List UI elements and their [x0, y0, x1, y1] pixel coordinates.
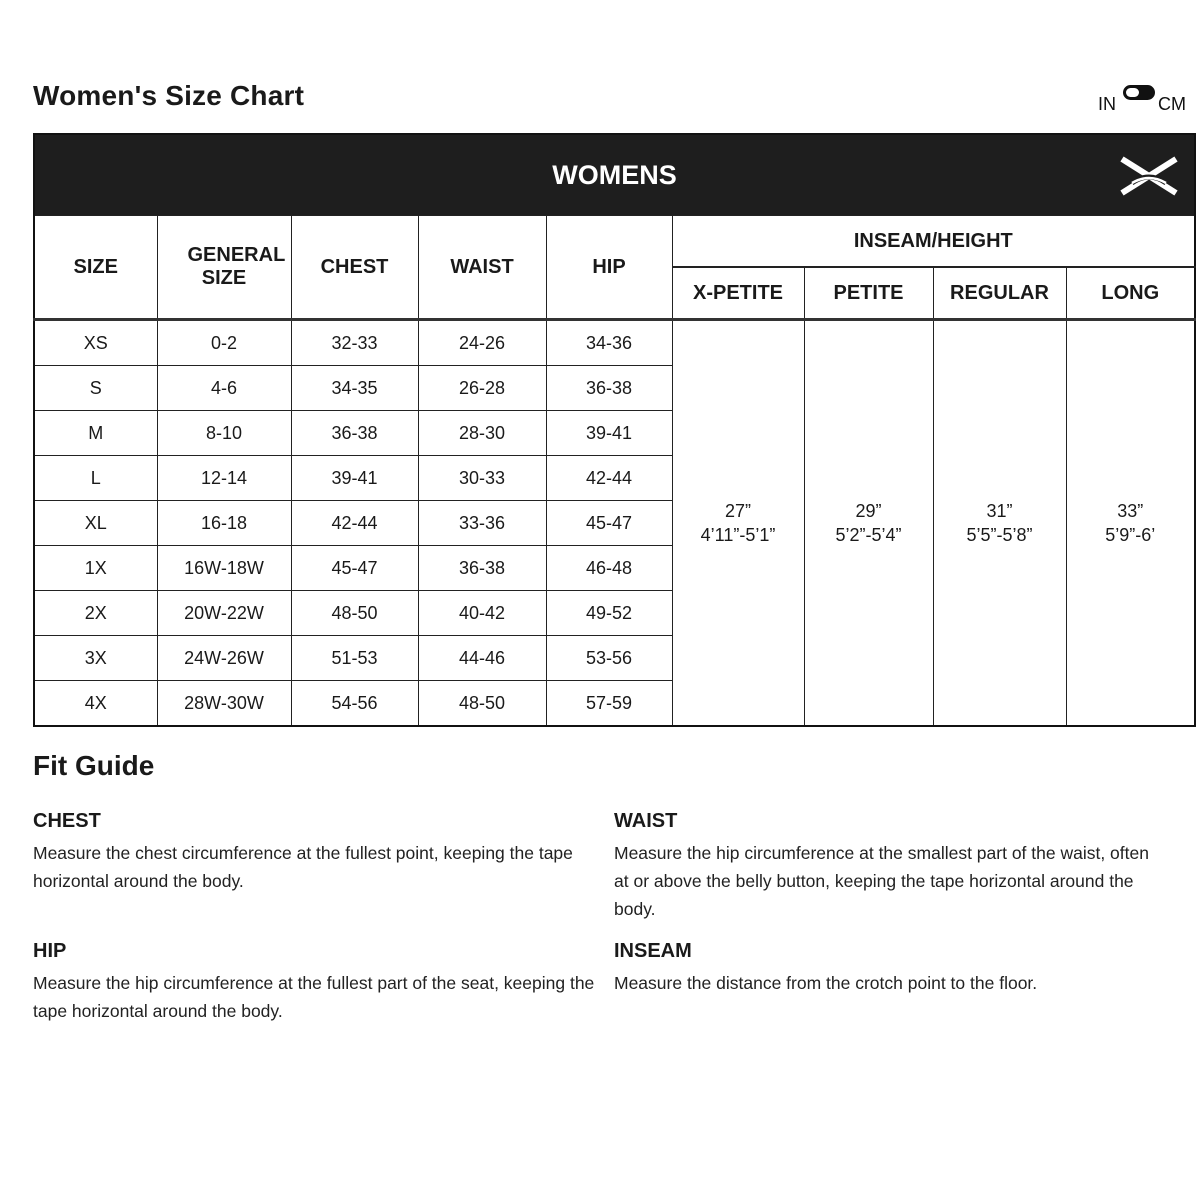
cell-general: 20W-22W	[157, 591, 291, 636]
cell-size: 3X	[34, 636, 157, 681]
cell-size: 4X	[34, 681, 157, 727]
fit-guide-chest	[33, 810, 603, 895]
cell-size: M	[34, 411, 157, 456]
guide-text: Measure the hip circumference at the smallest part of the waist, often at or above the belly button, keeping the tape horizontal around the body.	[614, 843, 1149, 919]
cell-chest: 54-56	[291, 681, 418, 727]
cell-general: 16W-18W	[157, 546, 291, 591]
header-chest: CHEST	[291, 216, 418, 320]
long-height: 5’9”-6’	[1105, 525, 1156, 545]
cell-chest: 45-47	[291, 546, 418, 591]
cell-general: 0-2	[157, 320, 291, 366]
page-title: Women's Size Chart	[33, 80, 305, 111]
cell-hip: 53-56	[546, 636, 672, 681]
cell-chest: 51-53	[291, 636, 418, 681]
guide-title: HIP	[33, 940, 67, 962]
guide-title: INSEAM	[614, 940, 692, 962]
cell-x-petite	[672, 320, 804, 727]
banner-title: WOMENS	[552, 159, 677, 190]
header-general-size: GENERAL SIZE	[157, 216, 291, 320]
cell-waist: 48-50	[418, 681, 546, 727]
brand-logo-icon	[1118, 153, 1180, 199]
x-petite-inseam: 27”	[724, 501, 751, 521]
cell-waist: 36-38	[418, 546, 546, 591]
cell-hip: 34-36	[546, 320, 672, 366]
fit-guide-title: Fit Guide	[33, 750, 155, 781]
cell-long	[1066, 320, 1195, 727]
unit-toggle[interactable]	[1098, 84, 1194, 114]
guide-text: Measure the chest circumference at the fullest point, keeping the tape horizontal around the body.	[33, 843, 573, 891]
x-petite-height: 4’11”-5’1”	[700, 525, 776, 545]
cell-size: 2X	[34, 591, 157, 636]
cell-waist: 40-42	[418, 591, 546, 636]
header-size: SIZE	[34, 216, 157, 320]
cell-general: 28W-30W	[157, 681, 291, 727]
cell-chest: 32-33	[291, 320, 418, 366]
cell-size: L	[34, 456, 157, 501]
cell-hip: 42-44	[546, 456, 672, 501]
cell-general: 4-6	[157, 366, 291, 411]
cell-regular	[933, 320, 1066, 727]
cell-waist: 28-30	[418, 411, 546, 456]
table-banner	[34, 134, 1195, 216]
cell-hip: 46-48	[546, 546, 672, 591]
cell-chest: 34-35	[291, 366, 418, 411]
guide-title: CHEST	[33, 810, 101, 832]
cell-hip: 39-41	[546, 411, 672, 456]
unit-switch-knob[interactable]	[1126, 88, 1139, 97]
cell-size: 1X	[34, 546, 157, 591]
cell-chest: 36-38	[291, 411, 418, 456]
petite-height: 5’2”-5’4”	[835, 525, 902, 545]
cell-hip: 36-38	[546, 366, 672, 411]
cell-hip: 49-52	[546, 591, 672, 636]
cell-waist: 30-33	[418, 456, 546, 501]
cell-petite	[804, 320, 933, 727]
cell-chest: 48-50	[291, 591, 418, 636]
fit-guide-inseam	[614, 940, 1184, 997]
cell-waist: 33-36	[418, 501, 546, 546]
size-chart-table	[33, 133, 1196, 727]
long-inseam: 33”	[1117, 501, 1144, 521]
cell-size: XS	[34, 320, 157, 366]
cell-waist: 44-46	[418, 636, 546, 681]
guide-text: Measure the hip circumference at the fullest part of the seat, keeping the tape horizontal around the body.	[33, 973, 595, 1021]
header-inseam-height: INSEAM/HEIGHT	[672, 216, 1195, 268]
regular-inseam: 31”	[986, 501, 1013, 521]
unit-in-label[interactable]: IN	[1098, 94, 1116, 114]
cell-general: 12-14	[157, 456, 291, 501]
fit-guide-waist	[614, 810, 1184, 923]
cell-general: 8-10	[157, 411, 291, 456]
cell-waist: 26-28	[418, 366, 546, 411]
header-x-petite: X-PETITE	[672, 267, 804, 320]
cell-hip: 45-47	[546, 501, 672, 546]
cell-chest: 42-44	[291, 501, 418, 546]
header-waist: WAIST	[418, 216, 546, 320]
cell-size: XL	[34, 501, 157, 546]
header-hip: HIP	[546, 216, 672, 320]
guide-text: Measure the distance from the crotch point to the floor.	[614, 973, 1038, 993]
header-regular: REGULAR	[933, 267, 1066, 320]
unit-switch[interactable]	[1123, 85, 1155, 100]
fit-guide-hip	[33, 940, 603, 1025]
cell-general: 16-18	[157, 501, 291, 546]
cell-size: S	[34, 366, 157, 411]
cell-hip: 57-59	[546, 681, 672, 727]
petite-inseam: 29”	[855, 501, 882, 521]
table-row	[34, 320, 1195, 366]
cell-general: 24W-26W	[157, 636, 291, 681]
unit-cm-label[interactable]: CM	[1158, 94, 1186, 114]
header-petite: PETITE	[804, 267, 933, 320]
header-long: LONG	[1066, 267, 1195, 320]
cell-waist: 24-26	[418, 320, 546, 366]
cell-chest: 39-41	[291, 456, 418, 501]
regular-height: 5’5”-5’8”	[966, 525, 1033, 545]
guide-title: WAIST	[614, 810, 678, 832]
